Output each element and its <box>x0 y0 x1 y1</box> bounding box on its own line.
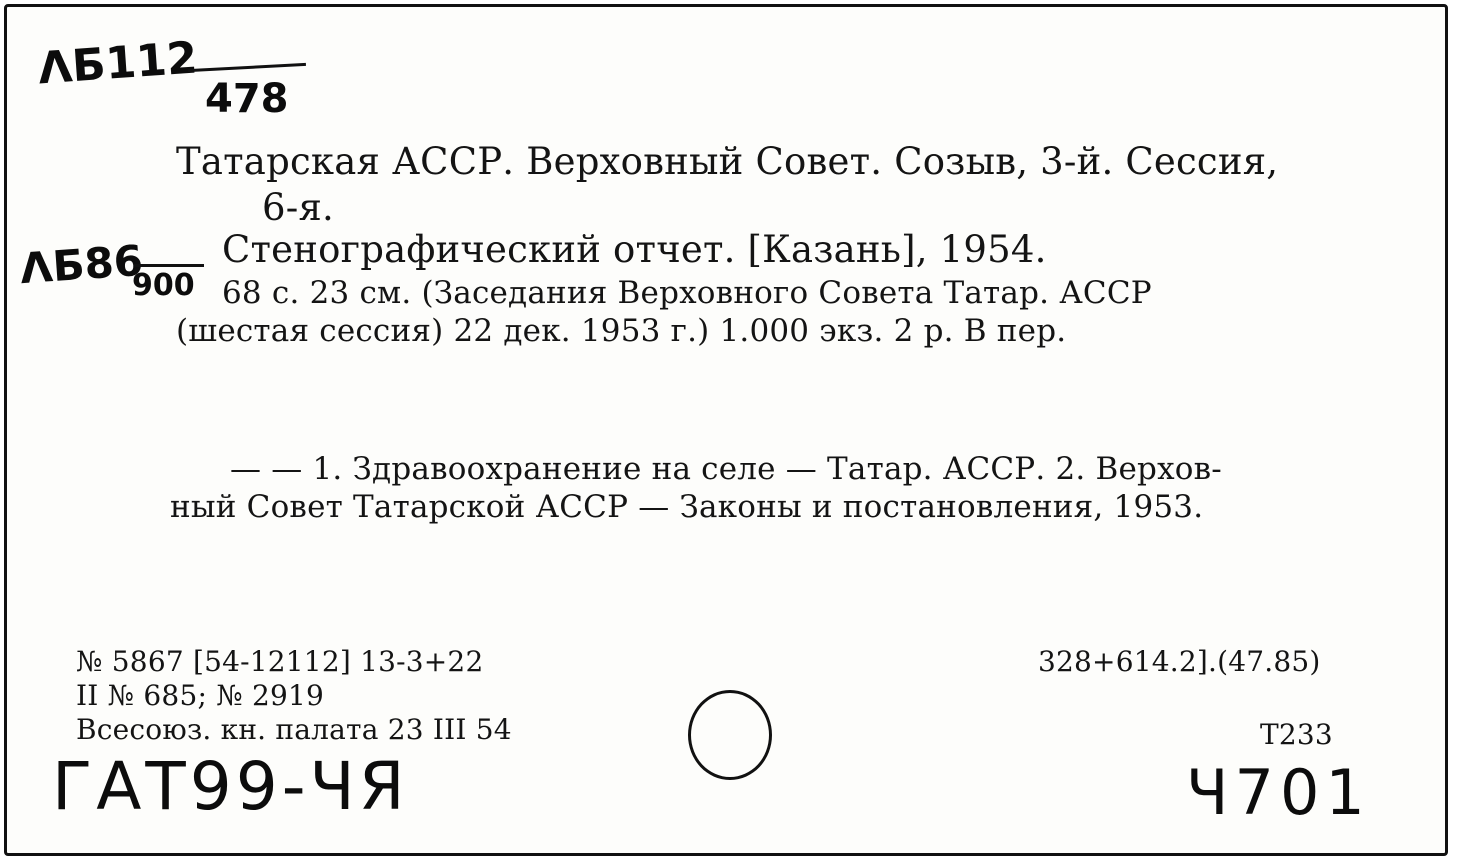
footer-right-line-2: Т233 <box>1260 718 1333 751</box>
description-line-1: 68 с. 23 см. (Заседания Верховного Совета Татар. АССР <box>222 275 1152 311</box>
handwritten-inventory-left: ГАТ99-ЧЯ <box>52 748 409 825</box>
subjects-line-2: ный Совет Татарской АССР — Законы и постановления, 1953. <box>170 489 1204 525</box>
subjects-line-1: — — 1. Здравоохранение на селе — Татар. АССР. 2. Верхов- <box>230 451 1222 487</box>
footer-left-line-3: Всесоюз. кн. палата 23 III 54 <box>76 713 512 746</box>
shelfmark-mid-fraction-line <box>134 264 204 267</box>
footer-left-line-1: № 5867 [54-12112] 13-3+22 <box>76 645 484 678</box>
handwritten-inventory-right: Ч701 <box>1186 756 1371 829</box>
punch-hole-circle <box>688 690 772 780</box>
footer-right-line-1: 328+614.2].(47.85) <box>1038 645 1321 678</box>
heading-line-1: Татарская АССР. Верховный Совет. Созыв, 3-й. Сессия, <box>176 140 1279 183</box>
shelfmark-top-denominator: 478 <box>205 76 289 122</box>
footer-left-line-2: II № 685; № 2919 <box>76 679 325 712</box>
title-line: Стенографический отчет. [Казань], 1954. <box>222 228 1047 271</box>
shelfmark-mid-numerator: ΛБ86 <box>18 235 145 294</box>
shelfmark-mid-denominator: 900 <box>132 268 195 303</box>
shelfmark-top-numerator: ΛБ112 <box>36 32 200 95</box>
description-line-2: (шестая сессия) 22 дек. 1953 г.) 1.000 экз. 2 р. В пер. <box>176 313 1067 349</box>
heading-line-2: 6-я. <box>262 186 334 229</box>
